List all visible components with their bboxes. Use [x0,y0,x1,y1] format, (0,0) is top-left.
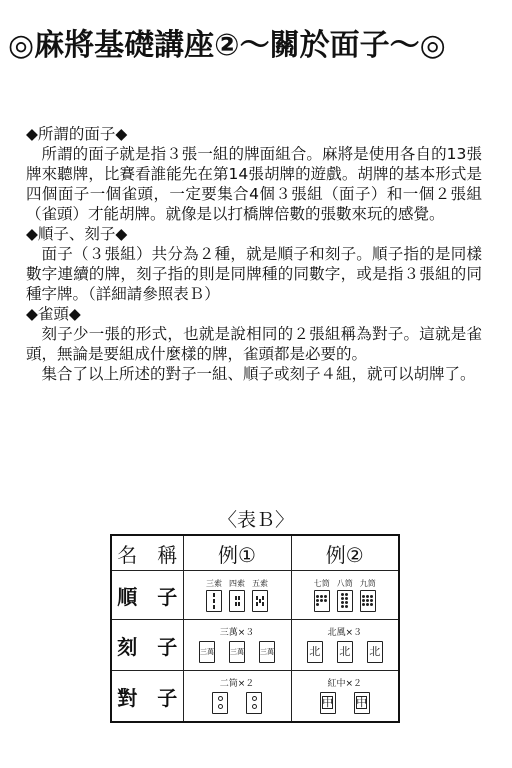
header-name: 名 稱 [111,535,183,571]
tile-label: 八筒 [336,578,353,588]
tile-char: 北 [339,645,351,658]
tile-char: 北 [309,645,321,658]
tile-label: 四索 [229,578,245,588]
tile-char: 北 [369,645,381,658]
table-b [110,534,400,723]
row-label-kezi: 刻 子 [111,620,183,671]
shunzi-example-1 [183,571,291,620]
character-3-tile-icon [229,641,245,663]
kezi-example-1 [183,620,291,671]
table-row-kezi [111,620,399,671]
tile-label: 五索 [252,578,268,588]
bamboo-3-tile-icon [206,590,222,612]
bamboo-5-tile-icon [252,590,268,612]
circle-8-tile-icon [337,590,353,612]
table-header-row [111,535,399,571]
group-label: 紅中×２ [327,678,363,689]
header-example-2: 例② [291,535,399,571]
circle-2-tile-icon [246,692,262,714]
tile-char: 三萬 [200,647,214,656]
kezi-example-2 [291,620,399,671]
row-label-shunzi: 順 子 [111,571,183,620]
header-example-1: 例① [183,535,291,571]
article-body [26,124,482,384]
duizi-example-2 [291,671,399,723]
group-label: 三萬×３ [219,627,255,638]
red-dragon-tile-icon [354,692,370,714]
duizi-example-1 [183,671,291,723]
circle-9-tile-icon [360,590,376,612]
page-title: ◎麻將基礎講座②～關於面子～◎ [8,28,446,63]
tile-char: 中 [322,696,334,709]
tile-char: 三萬 [260,647,274,656]
tile-char: 中 [356,696,368,709]
table-row-duizi [111,671,399,723]
group-label: 北風×３ [327,627,363,638]
tile-char: 三萬 [230,647,244,656]
red-dragon-tile-icon [320,692,336,714]
character-3-tile-icon [199,641,215,663]
section-heading-shunzi-kezi: ◆順子、刻子◆ [26,225,128,243]
tile-label: 三索 [206,578,222,588]
character-3-tile-icon [259,641,275,663]
section-heading-quetou: ◆雀頭◆ [26,305,81,323]
bamboo-4-tile-icon [229,590,245,612]
section-heading-mianzi: ◆所謂的面子◆ [26,125,128,143]
table-row-shunzi [111,571,399,620]
north-wind-tile-icon [307,641,323,663]
shunzi-example-2 [291,571,399,620]
circle-7-tile-icon [314,590,330,612]
paragraph-quetou-2: 集合了以上所述的對子一組、順子或刻子４組，就可以胡牌了。 [41,365,476,383]
tile-label: 九筒 [359,578,376,588]
north-wind-tile-icon [337,641,353,663]
paragraph-shunzi-kezi: 面子（３張組）共分為２種，就是順子和刻子。順子指的是同樣數字連續的牌，刻子指的則是同牌種的同數字，或是指３張組的同種字牌。（詳細請參照表Ｂ） [26,245,482,303]
circle-2-tile-icon [212,692,228,714]
paragraph-mianzi: 所謂的面子就是指３張一組的牌面組合。麻將是使用各自的13張牌來聽牌，比賽看誰能先在第14張胡牌的遊戲。胡牌的基本形式是四個面子一個雀頭，一定要集合4個３張組（面子）和一個２張組（雀頭）才能胡牌。就像是以打橋牌倍數的張數來玩的感覺。 [26,145,482,223]
north-wind-tile-icon [367,641,383,663]
tile-label: 七筒 [313,578,330,588]
row-label-duizi: 對 子 [111,671,183,723]
paragraph-quetou-1: 刻子少一張的形式，也就是說相同的２張組稱為對子。這就是雀頭，無論是要組成什麼樣的牌，雀頭都是必要的。 [26,325,482,363]
group-label: 二筒×２ [219,678,255,689]
table-caption: 〈表Ｂ〉 [217,509,294,531]
